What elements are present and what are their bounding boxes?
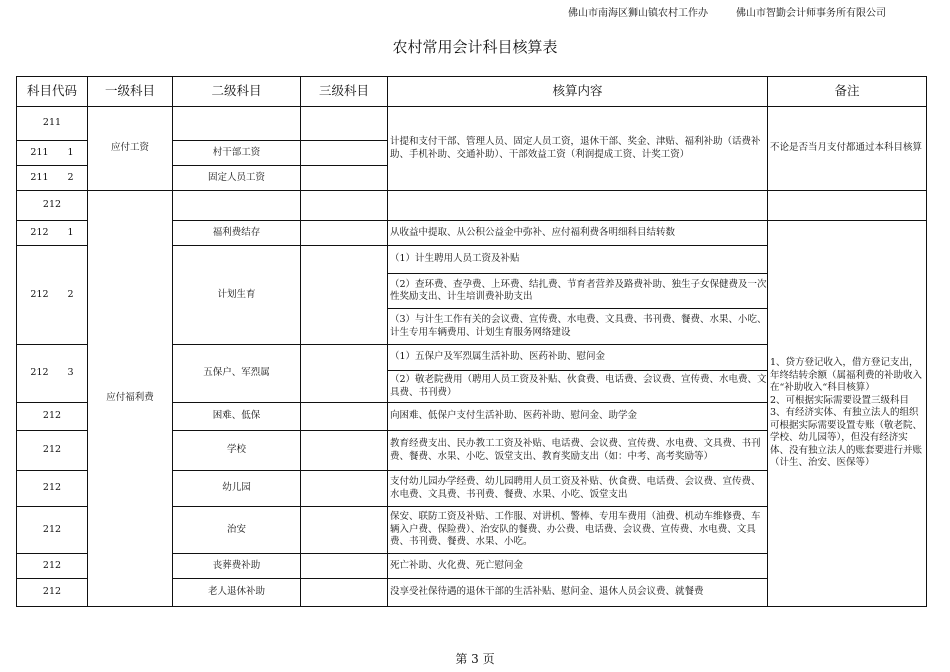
level2-kindergarten: 幼儿园 — [222, 482, 251, 494]
level2-family-planning: 计划生育 — [217, 288, 256, 300]
code-cell: 212 — [42, 444, 62, 456]
content-kindergarten: 支付幼儿园办学经费、幼儿园聘用人员工资及补贴、伙食费、电话费、会议费、宣传费、水电费、文具费、书刊费、餐费、水果、小吃、饭堂支出 — [390, 476, 761, 500]
content-funeral: 死亡补助、火化费、死亡慰问金 — [390, 559, 524, 571]
content-hardship: 向困难、低保户支付生活补助、医药补助、慰问金、助学金 — [390, 410, 638, 422]
content-security: 保安、联防工资及补贴、工作服、对讲机、警棒、专用车费用（油费、机动车维修费、车辆入户费、保险费）、治安队的餐费、办公费、电话费、会议费、宣传费、水电费、文具费、书刊费、餐费、水果、小吃。 — [390, 511, 761, 548]
code-cell: 212 — [42, 199, 62, 211]
remark-wages: 不论是否当月支付都通过本科目核算 — [770, 142, 923, 154]
content-plan-2: （2）查环费、查孕费、上环费、结扎费、节育者营养及路费补助、独生子女保健费及一次性奖励支出、计生培训费补助支出 — [390, 278, 767, 302]
col-header-code: 科目代码 — [26, 83, 77, 99]
code-cell: 212 3 — [30, 367, 74, 379]
code-cell: 211 1 — [30, 146, 74, 158]
page-number: 第 3 页 — [455, 652, 495, 666]
code-cell: 212 1 — [30, 226, 74, 238]
page-title: 农村常用会计科目核算表 — [392, 38, 558, 56]
code-cell: 212 — [42, 586, 62, 598]
col-header-remark: 备注 — [834, 83, 860, 99]
content-plan-3: （3）与计生工作有关的会议费、宣传费、水电费、文具费、书刊费、餐费、水果、小吃、计生专用车辆费用、计划生育服务网络建设 — [390, 314, 767, 338]
level1-wages: 应付工资 — [110, 142, 149, 154]
level2-security: 治安 — [226, 523, 246, 535]
code-cell: 212 — [42, 410, 62, 422]
code-cell: 212 — [42, 523, 62, 535]
code-cell: 212 — [42, 559, 62, 571]
content-five-1: （1）五保户及军烈属生活补助、医药补助、慰问金 — [390, 351, 606, 363]
content-five-2: （2）敬老院费用（聘用人员工资及补贴、伙食费、电话费、会议费、宣传费、水电费、文具费、书刊费） — [390, 374, 767, 398]
code-cell: 212 — [42, 482, 62, 494]
content-retirement: 没享受社保待遇的退休干部的生活补贴、慰问金、退休人员会议费、就餐费 — [390, 586, 704, 598]
col-header-level1: 一级科目 — [104, 83, 155, 99]
level2-village-cadre-wage: 村干部工资 — [212, 146, 261, 158]
level2-funeral: 丧葬费补助 — [212, 559, 261, 571]
level2-five-guarantee: 五保户、军烈属 — [203, 367, 270, 379]
content-wages: 计提和支付干部、管理人员、固定人员工资，退休干部、奖金、津贴、福利补助（话费补助、手机补助、交通补助）、干部效益工资（利润提成工资、计奖工资） — [390, 136, 761, 160]
code-cell: 211 — [42, 117, 62, 129]
header-left-org: 佛山市南海区狮山镇农村工作办 — [568, 8, 708, 19]
level2-fixed-staff-wage: 固定人员工资 — [207, 171, 265, 183]
col-header-content: 核算内容 — [552, 83, 603, 99]
remark-welfare: 1、贷方登记收入，借方登记支出，年终结转余额（属福利费的补助收入在“补助收入“科目核算） 2、可根据实际需要设置三级科目 3、有经济实体、有独立法人的组织可根据实际需要设置专账（敬老院、学校、幼儿园等），但没有经济实体、没有独立法人的账套要进行并账（计生、治安、医保等） — [770, 357, 923, 469]
content-school: 教育经费支出、民办教工工资及补贴、电话费、会议费、宣传费、水电费、文具费、书刊费、餐费、水果、小吃、饭堂支出、教育奖励支出（如：中考、高考奖励等） — [390, 438, 761, 462]
code-cell: 211 2 — [30, 171, 74, 183]
level2-retirement: 老人退休补助 — [207, 586, 265, 598]
level2-school: 学校 — [226, 444, 246, 456]
col-header-level2: 二级科目 — [211, 83, 262, 99]
level1-welfare: 应付福利费 — [106, 392, 154, 404]
code-cell: 212 2 — [30, 288, 74, 300]
col-header-level3: 三级科目 — [318, 83, 369, 99]
content-welfare-balance: 从收益中提取、从公积公益金中弥补、应付福利费各明细科目结转数 — [390, 226, 676, 238]
level2-hardship: 困难、低保 — [212, 410, 261, 422]
level2-welfare-balance: 福利费结存 — [212, 226, 261, 238]
content-plan-1: （1）计生聘用人员工资及补贴 — [390, 253, 520, 265]
header-right-org: 佛山市智勤会计师事务所有限公司 — [736, 8, 886, 19]
